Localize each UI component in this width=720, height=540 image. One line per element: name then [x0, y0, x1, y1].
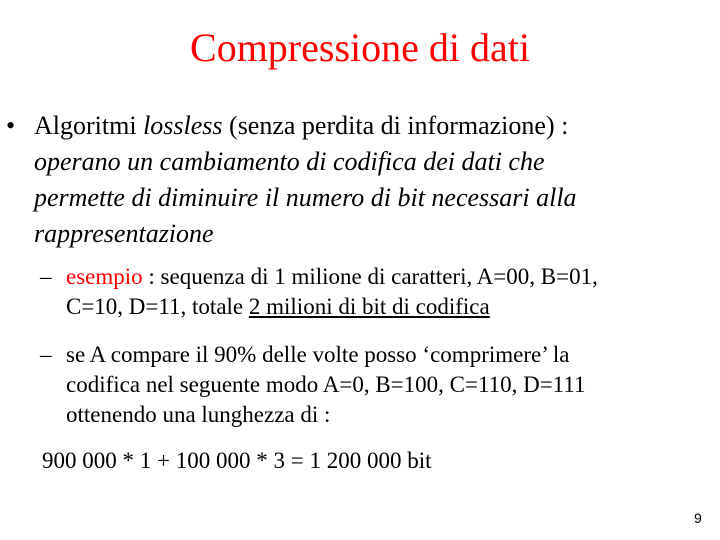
calculation-line: 900 000 * 1 + 100 000 * 3 = 1 200 000 bit	[42, 448, 432, 473]
bullet-line-2: operano un cambiamento di codifica dei dati che	[34, 147, 545, 176]
sub1-line-1-rest: : sequenza di 1 milione di caratteri, A=00, B=01,	[142, 264, 598, 289]
sub-bullet-example-text	[66, 262, 720, 322]
sub2-line-3: ottenendo una lunghezza di :	[66, 402, 331, 427]
slide-title: Compressione di dati	[190, 25, 530, 70]
sub-bullet-compression-text	[66, 340, 720, 430]
bullet-marker: •	[6, 111, 16, 140]
keyword-esempio: esempio	[66, 264, 143, 289]
sub1-line-2-prefix: C=10, D=11, totale	[66, 294, 249, 319]
bullet-line-1-suffix: (senza perdita di informazione) :	[222, 111, 569, 140]
bullet-line-1-prefix: Algoritmi	[34, 111, 144, 140]
bullet-text	[34, 108, 714, 252]
underlined-total: 2 milioni di bit di codifica	[248, 294, 490, 319]
sub2-line-2: codifica nel seguente modo A=0, B=100, C=110, D=111	[66, 372, 586, 397]
sub1-line-2	[66, 292, 720, 322]
page-number: 9	[694, 510, 702, 526]
bullet-line-4: rappresentazione	[34, 219, 214, 248]
sub-bullet-marker: –	[40, 264, 52, 289]
sub-bullet-marker: –	[40, 342, 52, 367]
sub2-line-1: se A compare il 90% delle volte posso ‘comprimere’ la	[66, 342, 570, 367]
sub1-line-1	[66, 262, 720, 292]
bullet-line-1	[34, 108, 714, 144]
bullet-term-lossless: lossless	[143, 111, 223, 140]
bullet-line-3: permette di diminuire il numero di bit necessari alla	[34, 183, 577, 212]
